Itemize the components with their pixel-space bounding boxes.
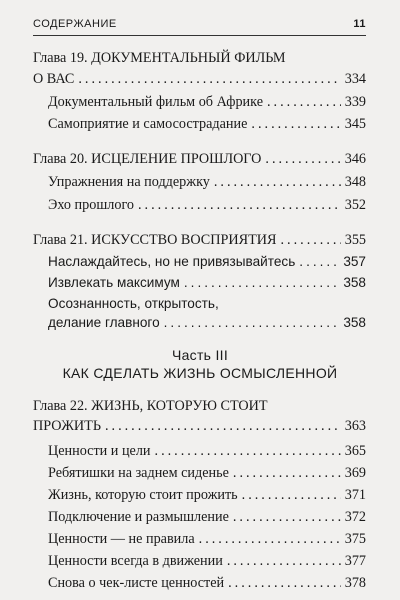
leader-dots [227, 551, 341, 571]
page-number: 11 [353, 18, 366, 30]
toc-entry-chapter-22[interactable] [33, 416, 366, 436]
entry-page: 372 [344, 509, 366, 525]
entry-title: Упражнения на поддержку [48, 174, 210, 190]
entry-page: 378 [344, 575, 366, 591]
entry-title: ПРОЖИТЬ [33, 418, 101, 434]
leader-dots [199, 529, 341, 549]
entry-title: Ценности — не правила [48, 531, 195, 547]
part-title: КАК СДЕЛАТЬ ЖИЗНЬ ОСМЫСЛЕННОЙ [62, 365, 338, 381]
chapter-19-title: Глава 19. ДОКУМЕНТАЛЬНЫЙ ФИЛЬМ [33, 50, 286, 66]
entry-title: Подключение и размышление [48, 509, 229, 525]
leader-dots [184, 273, 339, 293]
leader-dots [242, 485, 341, 505]
leader-dots [233, 507, 341, 527]
toc-entry[interactable] [48, 463, 366, 483]
running-header [33, 18, 366, 34]
leader-dots [155, 441, 341, 461]
entry-title: Глава 20. ИСЦЕЛЕНИЕ ПРОШЛОГО [33, 151, 262, 167]
toc-entry-chapter-21[interactable] [33, 230, 366, 250]
leader-dots [105, 416, 341, 436]
toc-entry[interactable] [48, 551, 366, 571]
leader-dots [164, 313, 340, 333]
part-label: Часть III [171, 347, 229, 363]
entry-title: О ВАС [33, 71, 75, 87]
entry-title: Глава 21. ИСКУССТВО ВОСПРИЯТИЯ [33, 232, 277, 248]
entry-page: 358 [343, 275, 366, 290]
leader-dots [233, 463, 341, 483]
toc-entry[interactable] [48, 529, 366, 549]
header-rule [33, 35, 366, 36]
entry-title: Снова о чек-листе ценностей [48, 575, 225, 591]
leader-dots [78, 69, 340, 89]
entry-page: 348 [344, 174, 366, 190]
entry-page: 358 [343, 315, 366, 330]
toc-entry[interactable] [48, 252, 366, 272]
entry-title: делание главного [48, 315, 160, 330]
entry-title: Жизнь, которую стоит прожить [48, 487, 238, 503]
chapter-22-title: Глава 22. ЖИЗНЬ, КОТОРУЮ СТОИТ [33, 398, 268, 414]
entry-page: 352 [344, 197, 366, 213]
entry-page: 334 [344, 71, 366, 87]
entry-page: 365 [344, 443, 366, 459]
toc-entry-first-line: Осознанность, открытость, [48, 296, 219, 311]
toc-entry[interactable] [48, 507, 366, 527]
entry-page: 345 [344, 116, 366, 132]
entry-title: Ребятишки на заднем сиденье [48, 465, 229, 481]
entry-page: 369 [344, 465, 366, 481]
entry-page: 339 [344, 94, 366, 110]
toc-entry[interactable] [48, 273, 366, 293]
leader-dots [214, 172, 341, 192]
toc-entry-chapter-20[interactable] [33, 149, 366, 169]
entry-page: 371 [344, 487, 366, 503]
leader-dots [228, 573, 341, 593]
entry-page: 357 [343, 254, 366, 269]
toc-entry[interactable] [48, 172, 366, 192]
entry-page: 377 [344, 553, 366, 569]
toc-entry[interactable] [48, 114, 366, 134]
leader-dots [299, 252, 339, 272]
leader-dots [265, 149, 340, 169]
entry-title: Наслаждайтесь, но не привязывайтесь [48, 254, 296, 269]
entry-title: Ценности и цели [48, 443, 151, 459]
entry-title: Документальный фильм об Африке [48, 94, 263, 110]
toc-entry-chapter-19[interactable] [33, 69, 366, 89]
leader-dots [138, 195, 341, 215]
leader-dots [267, 92, 341, 112]
toc-entry[interactable] [48, 195, 366, 215]
toc-entry[interactable] [48, 441, 366, 461]
entry-page: 346 [344, 151, 366, 167]
toc-entry[interactable] [48, 313, 366, 333]
entry-title: Самоприятие и самосострадание [48, 116, 248, 132]
toc-entry[interactable] [48, 485, 366, 505]
leader-dots [281, 230, 341, 250]
entry-page: 355 [344, 232, 366, 248]
entry-page: 363 [344, 418, 366, 434]
entry-title: Извлекать максимум [48, 275, 180, 290]
entry-page: 375 [344, 531, 366, 547]
entry-title: Ценности всегда в движении [48, 553, 223, 569]
leader-dots [251, 114, 340, 134]
toc-entry[interactable] [48, 573, 366, 593]
section-title: СОДЕРЖАНИЕ [33, 18, 117, 30]
entry-title: Эхо прошлого [48, 197, 134, 213]
toc-entry[interactable] [48, 92, 366, 112]
